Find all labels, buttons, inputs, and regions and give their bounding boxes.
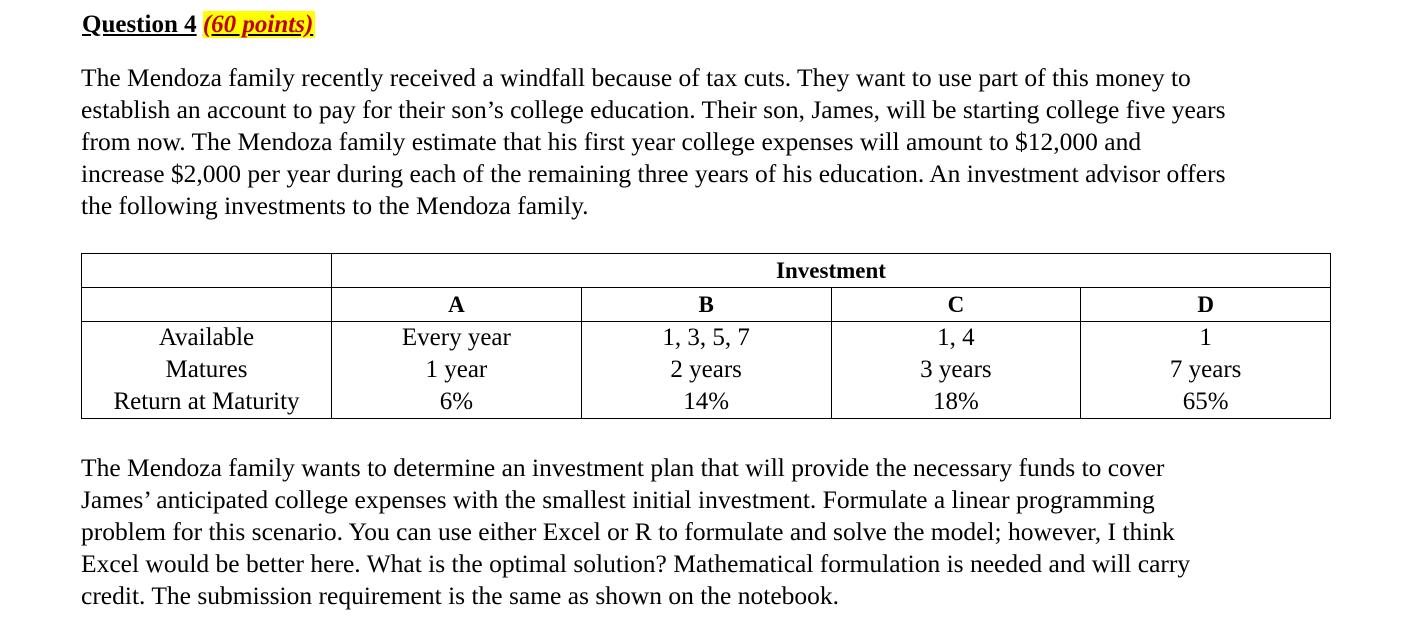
- column-header-b: B: [581, 288, 831, 322]
- group-header-row: [82, 254, 1331, 288]
- intro-line: from now. The Mendoza family estimate that his first year college expenses will amount to $12,000 and: [81, 127, 1142, 156]
- table-row-return: [82, 386, 1331, 419]
- intro-paragraph: [81, 62, 1341, 222]
- empty-header-cell: [82, 254, 332, 288]
- investment-table: [81, 253, 1331, 419]
- column-header-d: D: [1081, 288, 1331, 322]
- column-header-c: C: [831, 288, 1081, 322]
- investment-group-header: Investment: [332, 254, 1331, 288]
- table-cell: 18%: [831, 386, 1081, 419]
- row-label: Matures: [82, 354, 332, 386]
- row-label: Return at Maturity: [82, 386, 332, 419]
- table-row-available: [82, 322, 1331, 355]
- table-cell: Every year: [332, 322, 582, 355]
- table-cell: 14%: [581, 386, 831, 419]
- table-cell: 2 years: [581, 354, 831, 386]
- intro-line: establish an account to pay for their son’s college education. Their son, James, will be starting college five years: [81, 95, 1226, 124]
- table-cell: 65%: [1081, 386, 1331, 419]
- closing-line: Excel would be better here. What is the optimal solution? Mathematical formulation is needed and will carry: [81, 549, 1191, 578]
- intro-line: the following investments to the Mendoza family.: [81, 191, 589, 220]
- intro-line: The Mendoza family recently received a windfall because of tax cuts. They want to use part of this money to: [81, 63, 1191, 92]
- closing-line: James’ anticipated college expenses with the smallest initial investment. Formulate a linear programming: [81, 485, 1155, 514]
- closing-line: credit. The submission requirement is the same as shown on the notebook.: [81, 581, 840, 610]
- table-cell: 6%: [332, 386, 582, 419]
- points-badge: (60 points): [202, 11, 314, 38]
- question-title: Question 4: [82, 11, 197, 38]
- table-cell: 1: [1081, 322, 1331, 355]
- table-cell: 3 years: [831, 354, 1081, 386]
- table-cell: 1, 3, 5, 7: [581, 322, 831, 355]
- closing-line: problem for this scenario. You can use either Excel or R to formulate and solve the model; however, I think: [81, 517, 1175, 546]
- table-cell: 1, 4: [831, 322, 1081, 355]
- table-cell: 1 year: [332, 354, 582, 386]
- intro-line: increase $2,000 per year during each of the remaining three years of his education. An investment advisor offers: [81, 159, 1226, 188]
- closing-paragraph: [81, 452, 1341, 612]
- table-row-matures: [82, 354, 1331, 386]
- table-cell: 7 years: [1081, 354, 1331, 386]
- question-heading: [82, 8, 315, 42]
- empty-header-cell: [82, 288, 332, 322]
- closing-line: The Mendoza family wants to determine an investment plan that will provide the necessary funds to cover: [81, 453, 1165, 482]
- column-header-row: [82, 288, 1331, 322]
- column-header-a: A: [332, 288, 582, 322]
- row-label: Available: [82, 322, 332, 355]
